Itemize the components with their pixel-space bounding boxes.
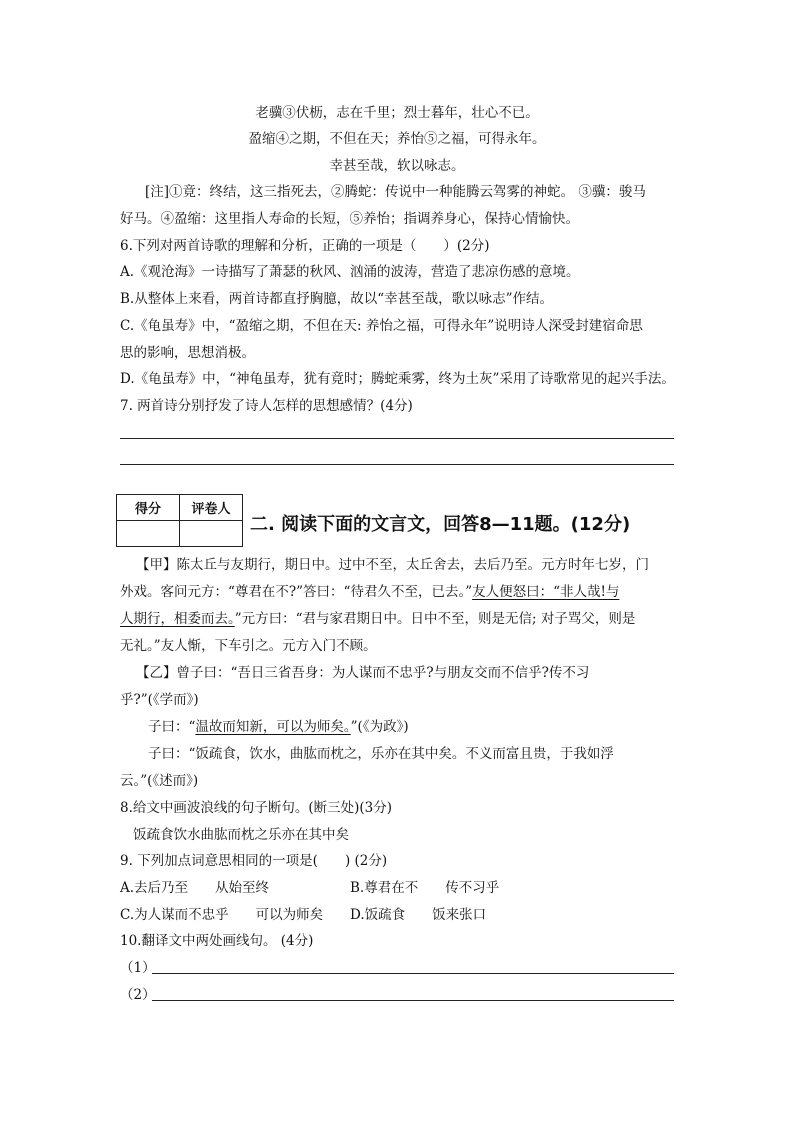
q6-option-a: A.《观沧海》一诗描写了萧瑟的秋风、汹涌的波涛，营造了悲凉伤感的意境。 [120,264,580,280]
passage-jia-line-2 [120,583,619,601]
passage-yi-line-2: 乎?”(《学而》) [120,692,199,708]
score-header: 得分 [117,495,180,521]
q8-sentence: 饭疏食饮水曲肱而枕之乐亦在其中矣 [133,827,349,843]
q9-stem: 9. 下列加点词意思相同的一项是( ) (2分) [120,853,388,869]
q9-option-b: B.尊君在不 传不习乎 [350,880,500,896]
q6-stem: 6.下列对两首诗歌的理解和分析，正确的一项是（ ）(2分) [120,238,490,254]
q10-answer-label-1: （1） [120,960,156,976]
q7-answer-line-1[interactable] [120,438,674,439]
passage-jia-line-3 [120,610,635,628]
score-table [116,494,243,547]
passage-yi-line-3-prefix: 子曰：“ [148,719,196,735]
grader-cell[interactable] [180,521,243,547]
passage-yi-line-3 [148,718,409,736]
passage-jia-line-2-text: 外戏。客问元方：“尊君在不?”答曰：“待君久不至，已去。” [120,584,473,600]
q10-answer-line-2[interactable] [152,1000,674,1001]
poem-line-3: 幸甚至哉，软以咏志。 [329,158,465,174]
q6-option-c-line-1: C.《龟虽寿》中，“盈缩之期，不但在天: 养怡之福，可得永年”说明诗人深受封建宿命思 [120,318,643,334]
q9-option-d: D.饭疏食 饭来张口 [350,907,487,923]
q7-stem: 7. 两首诗分别抒发了诗人怎样的思想感情？(4分) [120,398,413,414]
section-2-title: 二. 阅读下面的文言文，回答8—11题。(12分) [250,514,631,535]
q6-option-b: B.从整体上来看，两首诗都直抒胸臆，故以“幸甚至哉，歌以咏志”作结。 [120,291,554,307]
underlined-sentence-2: 温故而知新，可以为师矣。 [195,719,351,735]
passage-jia-line-1: 【甲】陈太丘与友期行，期日中。过中不至，太丘舍去，去后乃至。元方时年七岁，门 [136,557,649,573]
grader-header: 评卷人 [180,495,243,521]
note-line-1: [注]①竟：终结，这三指死去，②腾蛇：传说中一种能腾云驾雾的神蛇。 ③骥：骏马 [145,184,646,200]
q10-stem: 10.翻译文中两处画线句。 (4分) [120,933,314,949]
q8-stem: 8.给文中画波浪线的句子断句。(断三处)(3分) [120,800,393,816]
passage-yi-line-4: 子曰：“饭疏食，饮水，曲肱而枕之，乐亦在其中矣。不义而富且贵，于我如浮 [148,746,614,762]
passage-yi-line-1: 【乙】曾子曰：“吾日三省吾身：为人谋而不忠乎?与朋友交而不信乎?传不习 [136,665,590,681]
passage-jia-line-4: 无礼。”友人惭，下车引之。元方入门不顾。 [120,638,377,654]
q10-answer-label-2: （2） [120,987,156,1003]
underlined-sentence-1b: 人期行，相委而去。 [120,611,235,627]
passage-jia-line-3-text: ”元方曰：“君与家君期日中。日中不至，则是无信; 对子骂父，则是 [234,611,636,627]
q9-option-c: C.为人谋而不忠乎 可以为师矣 [120,907,324,923]
poem-line-1: 老骥③伏枥，志在千里；烈士暮年，壮心不已。 [255,105,539,121]
passage-yi-line-5: 云。”(《述而》) [120,773,199,789]
q6-option-d: D.《龟虽寿》中，“神龟虽寿，犹有竟时；腾蛇乘雾，终为土灰”采用了诗歌常见的起兴手法。 [120,371,675,387]
note-line-2: 好马。④盈缩：这里指人寿命的长短，⑤养怡；指调养身心，保持心情愉快。 [120,211,579,227]
passage-yi-line-3-suffix: ”(《为政》) [350,719,409,735]
q6-option-c-line-2: 思的影响，思想消极。 [120,345,255,361]
poem-line-2: 盈缩④之期，不但在天；养怡⑤之福，可得永年。 [248,131,546,147]
score-cell[interactable] [117,521,180,547]
underlined-sentence-1a: 友人便怒曰：“非人哉!与 [472,584,620,600]
q9-option-a: A.去后乃至 从始至终 [120,880,270,896]
q7-answer-line-2[interactable] [120,464,674,465]
q10-answer-line-1[interactable] [152,973,674,974]
